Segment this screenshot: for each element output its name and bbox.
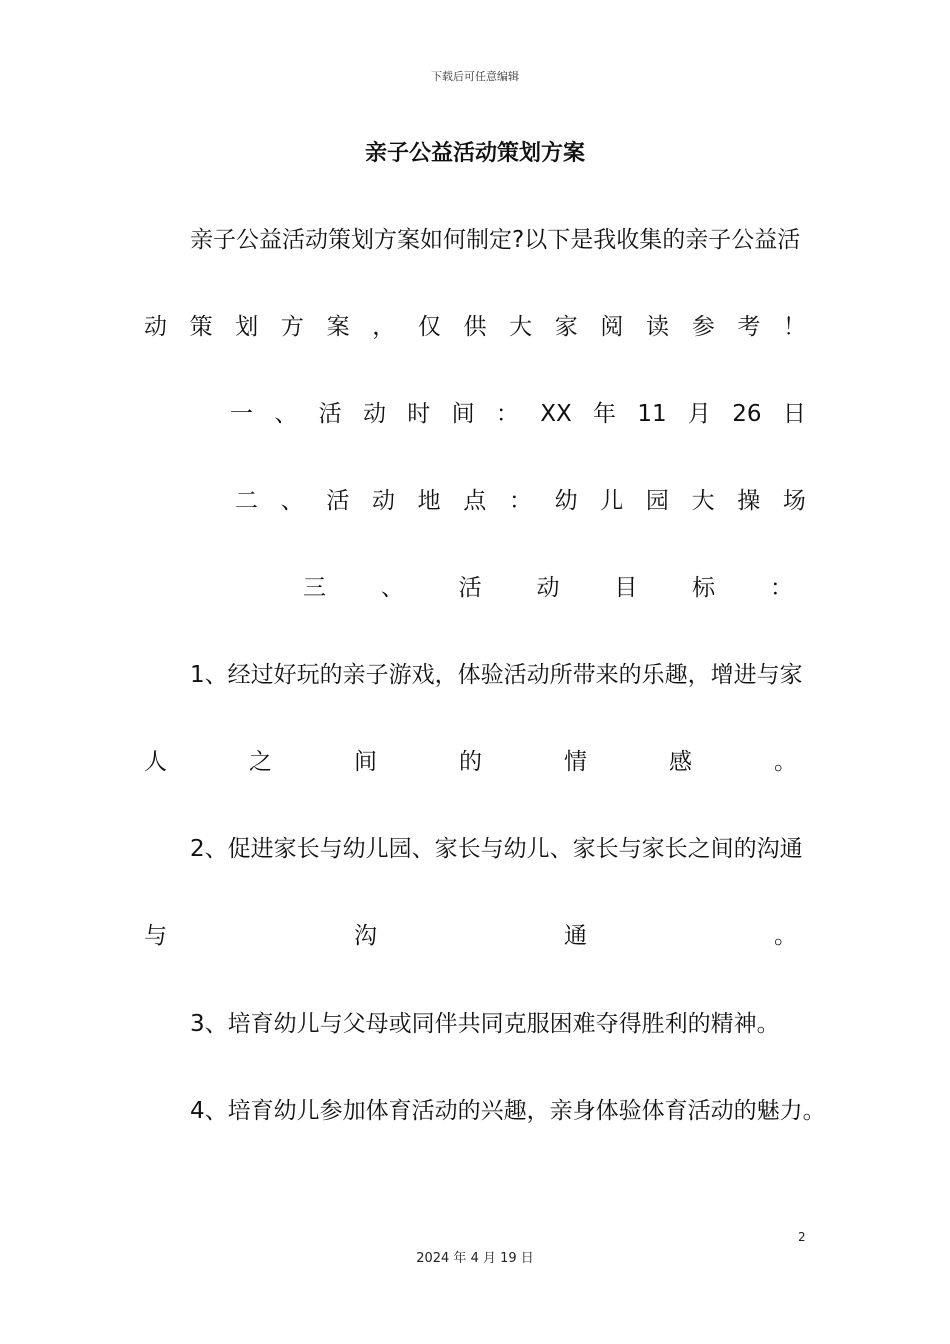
text-token: 的 — [459, 749, 482, 775]
text-token: 、 — [274, 401, 298, 427]
text-token: XX — [540, 401, 572, 427]
text-token: 26 — [732, 401, 762, 427]
text-token: 策 — [189, 314, 213, 340]
text-token: 间 — [451, 401, 475, 427]
text-token: 活 — [318, 401, 342, 427]
goal-2-line-2 — [144, 920, 797, 952]
text-token: 。 — [774, 923, 797, 949]
page-number: 2 — [798, 1230, 806, 1244]
text-token: 供 — [463, 314, 487, 340]
text-token: 划 — [235, 314, 259, 340]
text-token: 参 — [691, 314, 715, 340]
activity-goals-heading — [303, 572, 793, 604]
text-token: 活 — [326, 488, 350, 514]
text-token: 、 — [280, 488, 304, 514]
text-token: 案 — [326, 314, 350, 340]
text-token: 感 — [669, 749, 692, 775]
text-token: 沟 — [354, 923, 377, 949]
text-token: 仅 — [417, 314, 441, 340]
text-token: 三 — [303, 575, 326, 601]
text-token: 一 — [230, 401, 253, 427]
text-token: 标 — [692, 575, 716, 601]
goal-1-line-2 — [144, 746, 797, 778]
text-token: 人 — [144, 749, 167, 775]
header-note: 下载后可任意编辑 — [431, 70, 519, 83]
text-token: 月 — [687, 401, 711, 427]
text-token: 园 — [645, 488, 669, 514]
footer-date: 2024 年 4 月 19 日 — [416, 1251, 534, 1266]
activity-place — [235, 485, 806, 517]
text-token: 家 — [554, 314, 578, 340]
text-token: ！ — [782, 314, 806, 340]
text-token: 地 — [417, 488, 441, 514]
text-token: 二 — [235, 488, 258, 514]
text-token: 与 — [144, 923, 167, 949]
text-token: 日 — [782, 401, 806, 427]
text-token: 点 — [463, 488, 487, 514]
text-token: ： — [495, 401, 519, 427]
text-token: ： — [508, 488, 532, 514]
text-token: 幼 — [554, 488, 578, 514]
goal-3: 3、培育幼儿与父母或同伴共同克服困难夺得胜利的精神。 — [190, 1011, 780, 1037]
text-token: 通 — [564, 923, 587, 949]
text-token: 动 — [536, 575, 560, 601]
goal-1-line-1: 1、经过好玩的亲子游戏，体验活动所带来的乐趣，增进与家 — [190, 662, 803, 688]
activity-time — [230, 398, 806, 430]
text-token: 儿 — [600, 488, 624, 514]
text-token: 时 — [407, 401, 431, 427]
intro-line-1: 亲子公益活动策划方案如何制定?以下是我收集的亲子公益活 — [190, 227, 801, 253]
intro-line-2 — [144, 311, 806, 343]
text-token: 目 — [614, 575, 638, 601]
page-title: 亲子公益活动策划方案 — [364, 141, 585, 166]
text-token: 间 — [354, 749, 377, 775]
text-token: 场 — [782, 488, 806, 514]
text-token: 动 — [371, 488, 395, 514]
text-token: 大 — [509, 314, 533, 340]
text-token: 活 — [458, 575, 482, 601]
goal-4: 4、培育幼儿参加体育活动的兴趣，亲身体验体育活动的魅力。 — [190, 1098, 826, 1124]
goal-2-line-1: 2、促进家长与幼儿园、家长与幼儿、家长与家长之间的沟通 — [190, 836, 803, 862]
text-token: 方 — [280, 314, 304, 340]
text-token: 考 — [737, 314, 761, 340]
text-token: 11 — [637, 401, 667, 427]
text-token: 操 — [737, 488, 761, 514]
text-token: 阅 — [600, 314, 624, 340]
text-token: ： — [769, 575, 793, 601]
text-token: 之 — [249, 749, 272, 775]
text-token: 情 — [564, 749, 587, 775]
text-token: ， — [372, 314, 396, 340]
text-token: 动 — [362, 401, 386, 427]
text-token: 动 — [144, 314, 167, 340]
text-token: 。 — [774, 749, 797, 775]
text-token: 大 — [691, 488, 715, 514]
text-token: 、 — [380, 575, 404, 601]
text-token: 读 — [646, 314, 670, 340]
text-token: 年 — [593, 401, 617, 427]
